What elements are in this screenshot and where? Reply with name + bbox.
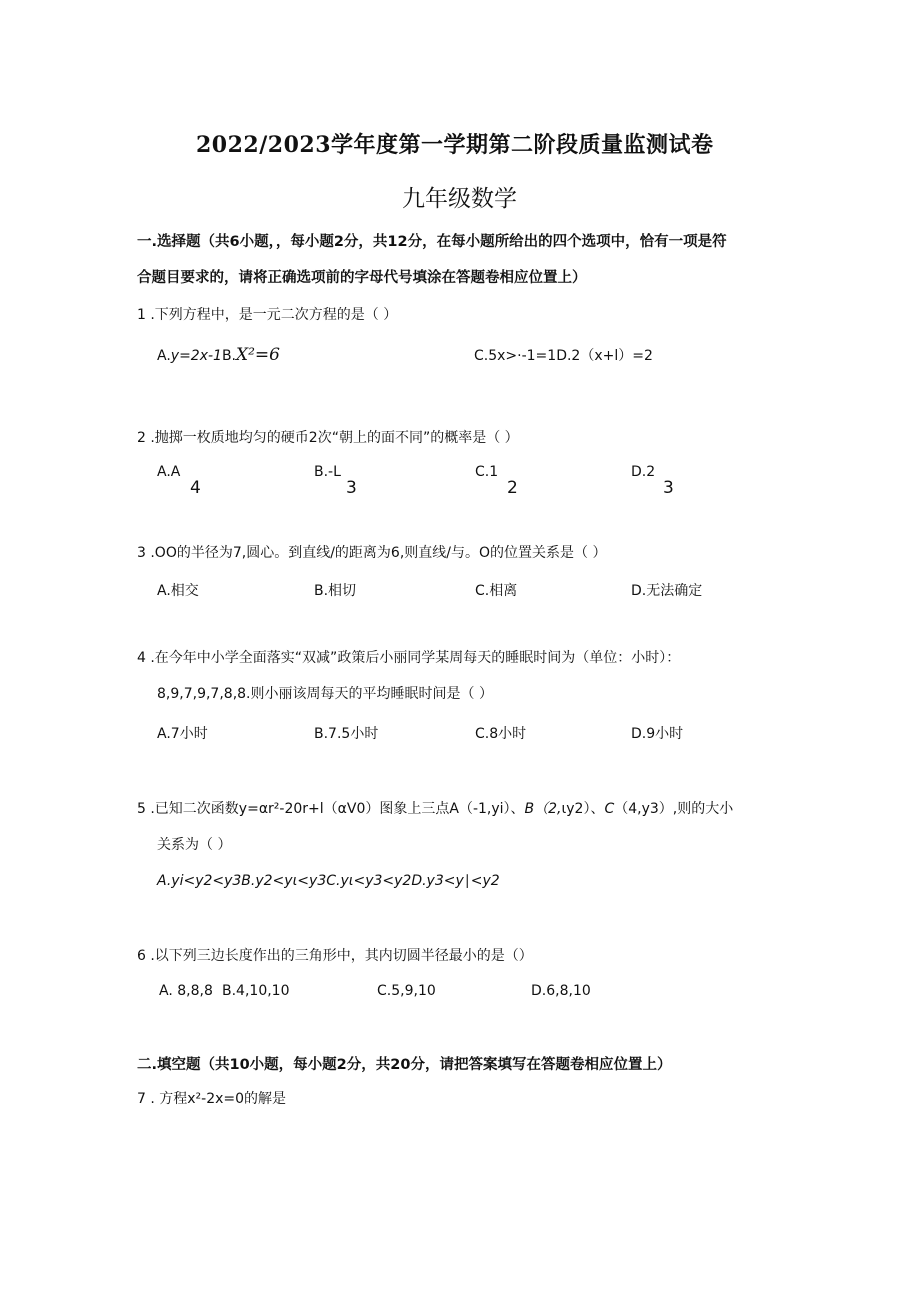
section1-heading-line2: 合题目要求的，请将正确选项前的字母代号填涂在答题卷相应位置上） [137,270,587,286]
q2-option-b-denominator: 3 [346,478,357,498]
q2-option-c: C.1 [475,464,499,480]
section1-heading-line1: 一.选择题（共6小题，，每小题2分，共12分，在每小题所给出的四个选项中，恰有一项是符 [137,234,727,250]
q6-option-d: D.6,8,10 [531,983,591,999]
q4-stem-line2: 8,9,7,9,7,8,8.则小丽该周每天的平均睡眠时间是（ ） [157,686,493,702]
q2-option-b-label: B.-L [314,464,341,480]
q2-option-a: A.A [157,464,181,480]
q5-options: A.yi<y2<y3B.y2<yι<y3C.yι<y3<y2D.y3<y∣<y2 [157,873,500,889]
q6-option-c: C.5,9,10 [377,983,436,999]
q5-stem-d: C [604,801,615,817]
q5-stem-line2: 关系为（ ） [157,837,232,853]
q2-option-d-denominator: 3 [663,478,674,498]
q2-stem: 2 .抛掷一枚质地均匀的硬币2次“朝上的面不同”的概率是（ ） [137,430,519,446]
q1-option-a-equation: y=2x-1 [170,348,222,364]
q5-stem-e: （4,y3）,则的大小 [614,801,734,817]
q1-options-cd: C.5x>·-1=1D.2（x+l）=2 [474,348,653,364]
q6-stem: 6 .以下列三边长度作出的三角形中，其内切圆半径最小的是（） [137,948,533,964]
q2-option-b [314,464,341,480]
q3-option-b: B.相切 [314,583,357,599]
q6-option-b: B.4,10,10 [222,983,290,999]
q3-option-c: C.相离 [475,583,518,599]
q1-option-b-label: B. [221,348,237,364]
exam-subtitle: 九年级数学 [402,186,517,212]
q1-option-b-equation: X²=6 [236,345,280,365]
section2-heading: 二.填空题（共10小题，每小题2分，共20分，请把答案填写在答题卷相应位置上） [137,1057,672,1073]
q6-option-a: A. 8,8,8 [159,983,213,999]
q2-option-c-denominator: 2 [507,478,518,498]
q3-option-a: A.相交 [157,583,199,599]
q3-stem: 3 .OO的半径为7,圆心。到直线/的距离为6,则直线/与。O的位置关系是（ ） [137,545,607,561]
q4-option-d: D.9小时 [631,726,684,742]
q3-option-d: D.无法确定 [631,583,703,599]
q4-option-a: A.7小时 [157,726,208,742]
q2-option-d: D.2 [631,464,656,480]
q4-option-b: B.7.5小时 [314,726,379,742]
q1-stem: 1 .下列方程中，是一元二次方程的是（ ） [137,307,398,323]
q4-stem: 4 .在今年中小学全面落实“双减”政策后小丽同学某周每天的睡眠时间为（单位：小时）： [137,650,681,666]
q7-stem: 7 . 方程x²-2x=0的解是 [137,1091,287,1107]
q5-stem-b: B（2, [524,801,562,817]
q5-stem-a: 5 .已知二次函数y=αr²-20r+l（αV0）图象上三点A（-1,yi）、 [137,801,525,817]
q1-options-ab [157,345,280,365]
q5-stem-c: ιy2）、 [561,801,605,817]
exam-title: 2022/2023学年度第一学期第二阶段质量监测试卷 [196,132,714,158]
q1-option-a-label: A. [157,348,171,364]
q2-option-a-denominator: 4 [190,478,201,498]
q5-stem [137,798,733,818]
q4-option-c: C.8小时 [475,726,527,742]
